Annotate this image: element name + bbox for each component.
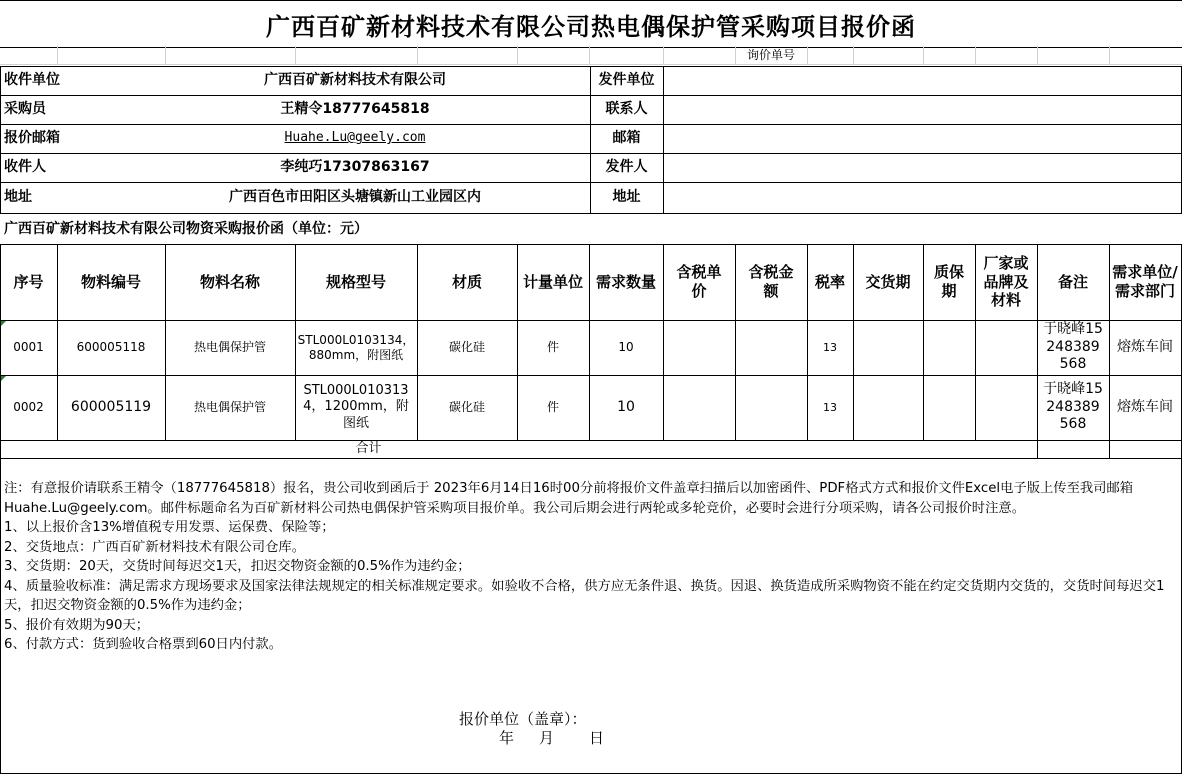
inquiry-number-label: 询价单号 <box>746 47 795 62</box>
table-row-1-qty: 10 <box>618 340 634 354</box>
table-row-2-spec: STL000L0103134，1200mm，附图纸 <box>303 383 409 431</box>
date-year: 年 <box>499 729 515 747</box>
col-header-tax: 税率 <box>814 272 845 291</box>
col-header-seq: 序号 <box>13 272 44 291</box>
col-header-dept: 需求单位/需求部门 <box>1112 263 1178 300</box>
recipient-value: 李纯巧17307863167 <box>280 158 430 175</box>
email-label: 报价邮箱 <box>4 129 60 146</box>
col-header-material: 材质 <box>451 272 482 291</box>
sender-label: 发件人 <box>605 158 648 175</box>
receiver-unit-label: 收件单位 <box>4 71 60 88</box>
sender-unit-label: 发件单位 <box>598 71 655 88</box>
note-1: 1、以上报价含13%增值税专用发票、运保费、保险等； <box>4 520 335 535</box>
table-row-2-material: 碳化硅 <box>448 400 485 414</box>
col-header-remark: 备注 <box>1057 272 1088 291</box>
col-header-warranty: 质保期 <box>933 263 964 300</box>
sender-address-label: 地址 <box>612 188 641 205</box>
note-2: 2、交货地点：广西百矿新材料技术有限公司仓库。 <box>4 539 305 555</box>
col-header-qty: 需求数量 <box>595 272 656 291</box>
col-header-spec: 规格型号 <box>325 272 386 291</box>
table-row-2-seq: 0002 <box>13 400 44 414</box>
table-row-2-dept: 熔炼车间 <box>1117 398 1173 415</box>
section-title: 广西百矿新材料技术有限公司物资采购报价函（单位：元） <box>4 220 368 237</box>
col-header-name: 物料名称 <box>199 272 260 291</box>
buyer-value: 王精令18777645818 <box>280 100 430 117</box>
table-row-2-code: 600005119 <box>70 398 152 415</box>
table-row-1-code: 600005118 <box>76 340 146 354</box>
receiver-unit-value: 广西百矿新材料技术有限公司 <box>264 71 446 88</box>
col-header-unit-price: 含税单价 <box>676 263 722 300</box>
table-row-1-remark: 于晓峰15248389568 <box>1043 321 1103 373</box>
table-row-1-name: 热电偶保护管 <box>193 340 266 354</box>
col-header-code: 物料编号 <box>80 272 141 291</box>
date-month: 月 <box>539 729 555 747</box>
table-row-1-material: 碳化硅 <box>448 340 485 354</box>
table-row-2-name: 热电偶保护管 <box>193 400 266 414</box>
buyer-label: 采购员 <box>4 100 46 117</box>
col-header-delivery: 交货期 <box>865 272 911 291</box>
note-3: 3、交货期：20天，交货时间每迟交1天，扣迟交物资金额的0.5%作为违约金； <box>4 559 471 574</box>
address-label: 地址 <box>4 188 32 205</box>
contact-label: 联系人 <box>605 100 648 117</box>
table-row-2-qty: 10 <box>617 398 635 415</box>
note-6: 6、付款方式：货到验收合格票到60日内付款。 <box>4 637 283 652</box>
col-header-amount: 含税金额 <box>748 263 794 300</box>
table-row-1-seq: 0001 <box>13 340 44 354</box>
table-row-1-tax: 13 <box>823 340 837 354</box>
note-4: 4、质量验收标准：满足需求方现场要求及国家法律法规规定的相关标准规定要求。如验收不合格，供方应无条件退、换货。因退、换货造成所采购物资不能在约定交货期内交货的，交货时间每迟交1天，扣迟交物资金额的0.5%作为违约金； <box>4 578 1165 613</box>
table-row-1-spec: STL000L0103134，880mm，附图纸 <box>297 332 415 362</box>
date-day: 日 <box>589 729 605 747</box>
email-link[interactable]: Huahe.Lu@geely.com <box>284 130 426 146</box>
total-label: 合计 <box>355 440 382 456</box>
note-intro: 注：有意报价请联系王精令（18777645818）报名，贵公司收到函后于 2023年6月14日16时00分前将报价文件盖章扫描后以加密函件、PDF格式方式和报价文件Excel电子版上传至我司邮箱Huahe.Lu@geely.com。邮件标题命名为百矿新材料公司热电偶保护管采购项目报价单。我公司后期会进行两轮或多轮竞价，必要时会进行分项采购，请各公司报价时注意。 <box>4 481 1134 516</box>
address-value: 广西百色市田阳区头塘镇新山工业园区内 <box>229 188 481 205</box>
col-header-unit: 计量单位 <box>522 272 583 291</box>
terms-notes <box>4 479 1180 655</box>
col-header-brand: 厂家或品牌及材料 <box>983 253 1029 310</box>
sender-email-label: 邮箱 <box>612 129 641 146</box>
table-row-2-remark: 于晓峰15248389568 <box>1043 381 1103 433</box>
table-row-2-unit: 件 <box>546 400 559 414</box>
document-title: 广西百矿新材料技术有限公司热电偶保护管采购项目报价函 <box>0 0 1182 48</box>
stamp-label: 报价单位（盖章）： <box>459 710 587 728</box>
recipient-label: 收件人 <box>4 158 46 175</box>
table-row-1-dept: 熔炼车间 <box>1117 338 1173 355</box>
note-5: 5、报价有效期为90天； <box>4 617 150 633</box>
table-row-2-tax: 13 <box>823 400 837 414</box>
table-row-1-unit: 件 <box>546 340 559 354</box>
